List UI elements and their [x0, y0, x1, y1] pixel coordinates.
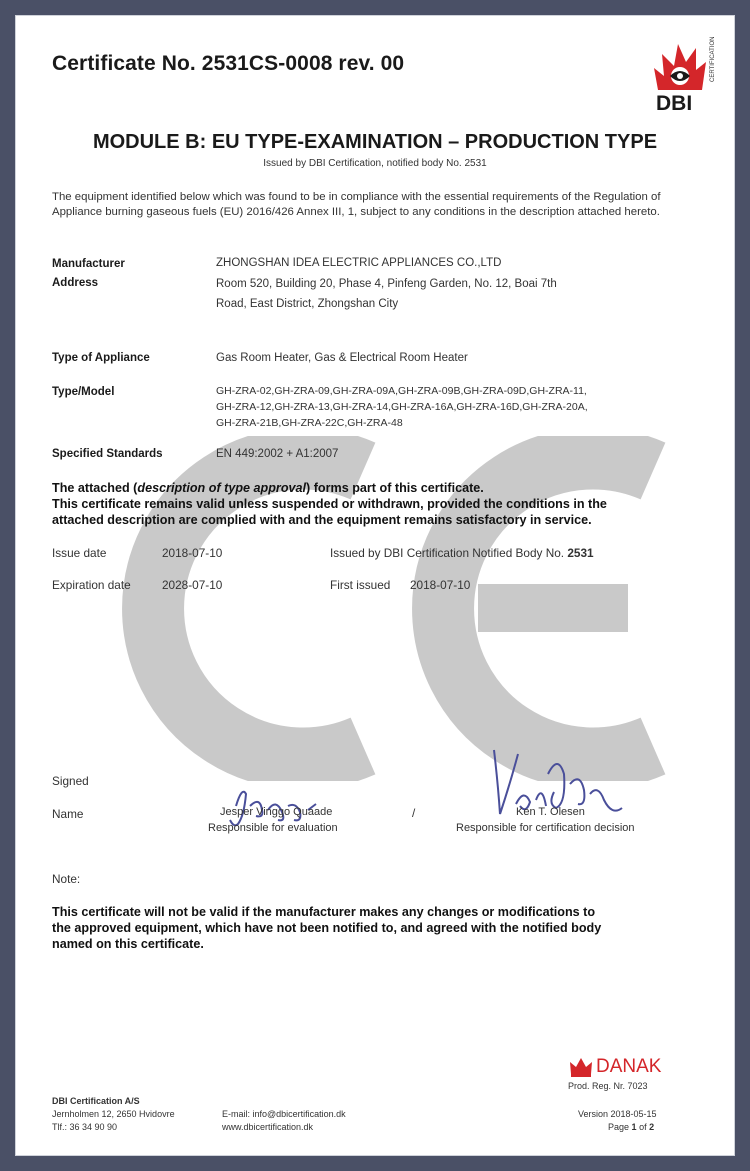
validity-line-2: This certificate remains valid unless suspended or withdrawn, provided the conditions in the [52, 497, 607, 511]
appliance-label: Type of Appliance [52, 352, 150, 364]
note-line-1: This certificate will not be valid if the manufacturer makes any changes or modifications to [52, 905, 596, 919]
appliance-value: Gas Room Heater, Gas & Electrical Room Heater [216, 352, 468, 364]
expiration-date-label: Expiration date [52, 578, 131, 592]
issue-date-label: Issue date [52, 546, 107, 560]
issue-date-value: 2018-07-10 [162, 546, 223, 560]
page-of: of [639, 1122, 647, 1132]
footer-web: www.dbicertification.dk [222, 1122, 314, 1132]
address-line-2: Road, East District, Zhongshan City [216, 298, 399, 310]
expiration-date-value: 2028-07-10 [162, 578, 223, 592]
note-line-2: the approved equipment, which have not been notified to, and agreed with the notified body [52, 921, 602, 935]
validity-line-3: attached description are complied with and the equipment remains satisfactory in service. [52, 513, 592, 527]
footer-email: E-mail: info@dbicertification.dk [222, 1109, 346, 1119]
model-label: Type/Model [52, 386, 115, 398]
signatory-1-role: Responsible for evaluation [208, 822, 338, 834]
issued-by-line: Issued by DBI Certification, notified body No. 2531 [263, 158, 487, 169]
address-label: Address [52, 277, 99, 289]
danak-logo-text: DANAK [596, 1056, 662, 1077]
model-line-2: GH-ZRA-12,GH-ZRA-13,GH-ZRA-14,GH-ZRA-16A,GH-ZRA-16D,GH-ZRA-20A, [216, 401, 588, 413]
signed-label: Signed [52, 774, 89, 788]
page-total: 2 [649, 1122, 655, 1132]
validity-line-1-post: ) forms part of this certificate. [306, 481, 484, 495]
footer-phone: Tlf.: 36 34 90 90 [52, 1122, 118, 1132]
certificate-number: Certificate No. 2531CS-0008 rev. 00 [52, 52, 405, 75]
dbi-logo-text: DBI [656, 92, 693, 115]
module-title: MODULE B: EU TYPE-EXAMINATION – PRODUCTION TYPE [92, 131, 658, 153]
note-line-3: named on this certificate. [52, 937, 204, 951]
address-line-1: Room 520, Building 20, Phase 4, Pinfeng Garden, No. 12, Boai 7th [216, 278, 557, 290]
first-issued-value: 2018-07-10 [410, 578, 471, 592]
standards-value: EN 449:2002 + A1:2007 [216, 448, 339, 460]
dbi-logo [634, 30, 726, 122]
intro-paragraph: The equipment identified below which was found to be in compliance with the essential requirements of the Regulation of Appliance burning gaseous fuels (EU) 2016/426 Annex III, 1, subject to any conditions in the description attached hereto. [52, 191, 661, 218]
certificate-page [16, 16, 734, 1155]
model-line-1: GH-ZRA-02,GH-ZRA-09,GH-ZRA-09A,GH-ZRA-09B,GH-ZRA-09D,GH-ZRA-11, [216, 385, 587, 397]
danak-crown-icon [568, 1056, 594, 1078]
manufacturer-label: Manufacturer [52, 258, 125, 270]
signature-2-image [486, 744, 636, 834]
note-label: Note: [52, 872, 81, 886]
notified-body-line [330, 546, 594, 560]
signatory-1-name: Jesper Vinggo Quaade [220, 806, 333, 818]
dbi-logo-side-text: CERTIFICATION [710, 36, 716, 82]
signatory-2-name: Ken T. Olesen [516, 806, 585, 818]
first-issued-label: First issued [330, 578, 391, 592]
page-current: 1 [631, 1122, 637, 1132]
notified-body-number: 2531 [567, 546, 594, 560]
signature-separator: / [412, 806, 416, 820]
validity-line-1 [52, 480, 702, 496]
validity-line-1-pre: The attached ( [52, 481, 138, 495]
notified-body-text: Issued by DBI Certification Notified Body No. [330, 546, 565, 560]
manufacturer-value: ZHONGSHAN IDEA ELECTRIC APPLIANCES CO.,LTD [216, 257, 502, 269]
model-line-3: GH-ZRA-21B,GH-ZRA-22C,GH-ZRA-48 [216, 417, 403, 429]
footer-version: Version 2018-05-15 [578, 1109, 657, 1119]
name-label: Name [52, 807, 84, 821]
footer-street: Jernholmen 12, 2650 Hvidovre [52, 1109, 175, 1119]
signatory-2-role: Responsible for certification decision [456, 822, 635, 834]
standards-label: Specified Standards [52, 448, 163, 460]
danak-registration: Prod. Reg. Nr. 7023 [568, 1081, 648, 1091]
footer-company: DBI Certification A/S [52, 1096, 140, 1106]
validity-line-1-italic: description of type approval [137, 481, 307, 495]
page-pre: Page [608, 1122, 630, 1132]
footer-page-number [608, 1121, 654, 1134]
